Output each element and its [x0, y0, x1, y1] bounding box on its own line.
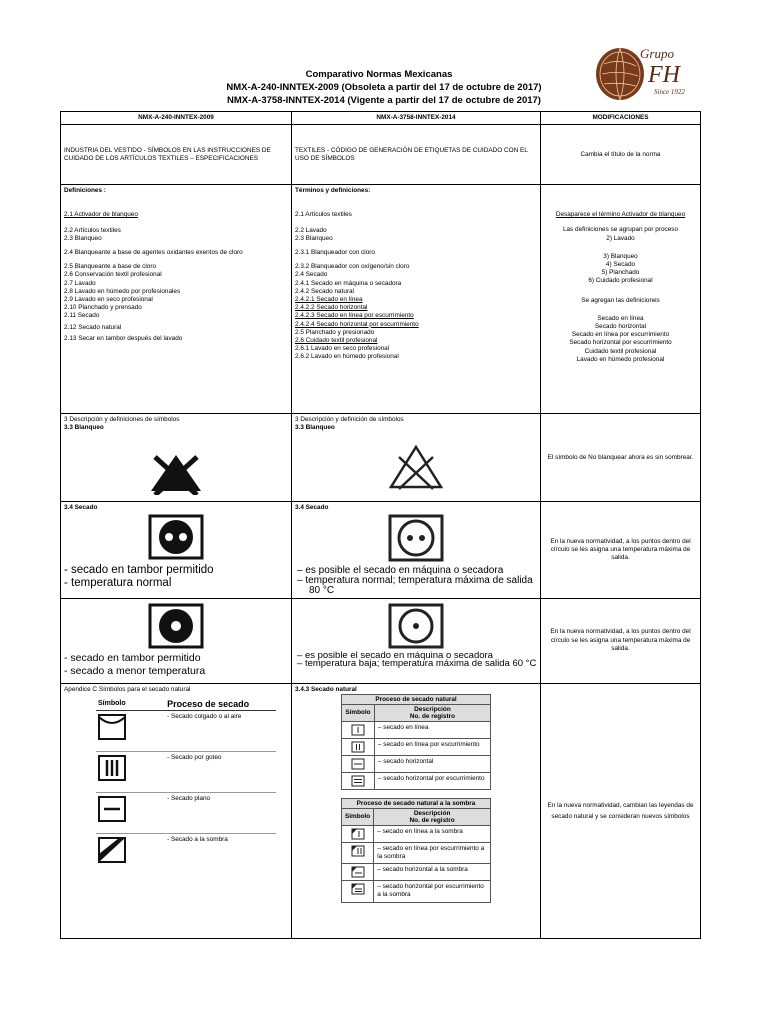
- old-symbols-heading: 3 Descripción y definiciones de símbolos: [64, 416, 180, 424]
- new-drying-heading: 3.4 Secado: [295, 504, 329, 512]
- natural-table-row: – secado en línea: [374, 721, 490, 738]
- natural-table-row-text: secado en línea por escurrimiento: [383, 740, 480, 748]
- column-header-modifications: MODIFICACIONES: [541, 112, 701, 125]
- natural-table-symbol-header: Símbolo: [342, 704, 375, 721]
- no-bleach-outline-icon: [387, 443, 445, 491]
- natural-drying-table: [341, 694, 491, 790]
- old-def-item: 2.7 Lavado: [64, 279, 96, 287]
- mod-item: 3) Blanqueo: [603, 252, 638, 260]
- new-definitions: [292, 185, 541, 414]
- shade-drying-table: [341, 798, 491, 903]
- new-tumble-normal: [292, 502, 541, 598]
- new-tumble-low-text1: – es posible el secado en máquina o secadora: [297, 649, 493, 661]
- new-tumble-low-text2-value: temperatura baja; temperatura máxima de salida 60 °C: [304, 658, 537, 670]
- tumble-normal-modification: En la nueva normatividad, a los puntos dentro del círculo se les asigna una temperatura máxima de salida.: [541, 502, 701, 598]
- shade-table-symbol-header: Símbolo: [342, 808, 374, 825]
- flat-drip-dry-icon: [351, 775, 365, 787]
- grupo-fh-logo: [594, 40, 704, 104]
- old-def-item: 2.4 Blanqueante a base de agentes oxidantes exentos de cloro: [64, 249, 243, 257]
- mod-item: Cuidado textil profesional: [584, 347, 657, 355]
- new-def-item: 2.4.2.4 Secado horizontal por escurrimiento: [295, 320, 419, 328]
- old-appendix-heading: Apendice C Símbolos para el secado natural: [64, 685, 191, 693]
- shade-table-row-text: secado horizontal por escurrimiento a la sombra: [377, 883, 484, 899]
- new-def-item: 2.1 Artículos textiles: [295, 211, 352, 219]
- old-def-item: 2.12 Secado natural: [64, 323, 122, 331]
- shade-table-row-text: secado horizontal a la sombra: [382, 866, 468, 874]
- new-def-item: 2.6 Cuidado textil profesional: [295, 337, 378, 345]
- old-natural-drying-table: [94, 698, 276, 874]
- natural-table-row: – secado horizontal por escurrimiento: [374, 772, 490, 789]
- title-modification: Cambia el título de la norma: [541, 125, 701, 185]
- row-natural-drying: [61, 683, 701, 938]
- new-def-item: 2.3 Blanqueo: [295, 234, 333, 242]
- row-tumble-dry-low: [61, 598, 701, 683]
- old-drying-row: - Secado por goteo: [167, 754, 222, 762]
- new-def-item: 2.4.2.1 Secado en línea: [295, 296, 363, 304]
- old-table-process-header: Proceso de secado: [167, 698, 250, 709]
- flat-dry-icon: [351, 758, 365, 770]
- flat-drip-dry-shade-icon: [351, 883, 365, 895]
- header-line-obsolete: NMX-A-240-INNTEX-2009 (Obsoleta a partir del 17 de octubre de 2017): [226, 82, 542, 93]
- no-bleach-filled-icon: [147, 451, 205, 495]
- old-drying-row: - Secado plano: [167, 795, 211, 803]
- new-tumble-low-text2: – temperatura baja; temperatura máxima de salida 60 °C: [297, 658, 537, 670]
- natural-drying-modification: En la nueva normatividad, cambian las leyendas de secado natural y se consideran nuevos símbolos: [541, 683, 701, 938]
- shade-table-desc-header: [374, 808, 491, 825]
- shade-table-row: – secado en línea a la sombra: [374, 825, 491, 842]
- old-drying-heading: 3.4 Secado: [64, 504, 98, 512]
- header-line-current: NMX-A-3758-INNTEX-2014 (Vigente a partir del 17 de octubre de 2017): [227, 95, 541, 106]
- new-tumble-normal-text1-value: es posible el secado en máquina o secadora: [305, 564, 504, 576]
- comparison-table: [60, 111, 701, 939]
- line-dry-icon: [97, 713, 127, 741]
- document-title: Comparativo Normas Mexicanas: [305, 69, 453, 80]
- new-def-item: 2.6.1 Lavado en seco profesional: [295, 345, 390, 353]
- new-tumble-low-text1-value: es posible el secado en máquina o secadora: [304, 649, 493, 661]
- new-natural-drying-heading: 3.4.3 Secado natural: [295, 685, 357, 693]
- tumble-dry-two-dots-icon: [388, 514, 444, 562]
- old-def-item: 2.10 Planchado y prensado: [64, 304, 142, 312]
- old-def-item: 2.8 Lavado en húmedo por profesionales: [64, 287, 181, 295]
- natural-table-row-text: secado horizontal por escurrimiento: [383, 774, 485, 782]
- natural-table-reg-header-label: No. de registro: [409, 712, 456, 720]
- natural-table-row-text: secado en línea: [383, 723, 429, 731]
- column-header-old: NMX-A-240-INNTEX-2009: [61, 112, 292, 125]
- new-tumble-normal-text2: – temperatura normal; temperatura máxima de salida 80 °C: [297, 574, 533, 596]
- drip-dry-icon: [97, 754, 127, 782]
- old-bleach-heading: 3.3 Blanqueo: [64, 424, 104, 432]
- old-drying-row: - Secado a la sombra: [167, 836, 228, 844]
- old-bleach: [61, 414, 292, 502]
- shade-table-row-text: secado en línea a la sombra: [382, 827, 463, 835]
- tumble-low-modification: En la nueva normatividad, a los puntos dentro del círculo se les asigna una temperatura máxima de salida.: [541, 598, 701, 683]
- new-symbols-heading: 3 Descripción y definición de símbolos: [295, 416, 404, 424]
- mod-item: Secado en línea: [597, 314, 644, 322]
- row-definitions: [61, 185, 701, 414]
- mod-item: Secado en línea por escurrimiento: [571, 331, 670, 339]
- natural-table-row: – secado en línea por escurrimiento: [374, 738, 490, 755]
- natural-drying-table-title: Proceso de secado natural: [342, 694, 491, 704]
- old-natural-drying: [61, 683, 292, 938]
- new-definitions-heading: Términos y definiciones:: [295, 187, 371, 195]
- new-def-item: 2.4 Secado: [295, 271, 328, 279]
- mod-item: 6) Cuidado profesional: [588, 277, 653, 285]
- line-dry-icon: [351, 724, 365, 736]
- new-natural-drying: [292, 683, 541, 938]
- mod-item: Secado horizontal: [594, 323, 647, 331]
- new-def-item: 2.3.1 Blanqueador con cloro: [295, 249, 375, 257]
- new-tumble-low: [292, 598, 541, 683]
- natural-table-desc-header: [374, 704, 490, 721]
- mod-item: Las definiciones se agrupan por proceso: [562, 226, 679, 234]
- old-tumble-low-text1: - secado en tambor permitido: [64, 651, 201, 664]
- tumble-dry-one-dot-icon: [388, 603, 444, 649]
- mod-item: 4) Secado: [605, 261, 636, 269]
- old-tumble-normal-text2: - temperatura normal: [64, 576, 172, 589]
- row-bleach: [61, 414, 701, 502]
- shade-table-desc-header-label: Descripción: [413, 809, 451, 817]
- natural-table-row: – secado horizontal: [374, 755, 490, 772]
- mod-item: Se agregan las definiciones: [581, 296, 660, 304]
- tumble-dry-two-dots-icon: [148, 514, 204, 560]
- row-tumble-dry-normal: [61, 502, 701, 598]
- old-def-item: 2.3 Blanqueo: [64, 234, 102, 242]
- new-def-item: 2.4.2.2 Secado horizontal: [295, 304, 368, 312]
- natural-table-desc-header-label: Descripción: [414, 705, 451, 713]
- old-table-symbol-header: Símbolo: [98, 699, 126, 707]
- old-tumble-normal-text1: - secado en tambor permitido: [64, 563, 214, 576]
- old-def-item: 2.6 Conservación textil profesional: [64, 271, 162, 279]
- old-tumble-normal: [61, 502, 292, 598]
- old-def-item: 2.5 Blanqueante a base de cloro: [64, 263, 157, 271]
- new-def-item: 2.4.1 Secado en máquina o secadora: [295, 279, 402, 287]
- shade-drying-table-title: Proceso de secado natural a la sombra: [342, 798, 491, 808]
- shade-table-row: – secado horizontal a la sombra: [374, 864, 491, 881]
- new-bleach: [292, 414, 541, 502]
- old-tumble-low-text2: - secado a menor temperatura: [64, 664, 206, 677]
- old-def-item: 2.9 Lavado en seco profesional: [64, 296, 153, 304]
- old-def-item: 2.2 Artículos textiles: [64, 226, 121, 234]
- mod-item: Desaparece el término Activador de blanqueo: [555, 211, 686, 219]
- column-header-new: NMX-A-3758-INNTEX-2014: [292, 112, 541, 125]
- shade-table-row: – secado en línea por escurrimiento a la sombra: [374, 842, 491, 863]
- flat-dry-icon: [97, 795, 127, 823]
- shade-table-reg-header-label: No. de registro: [409, 816, 455, 824]
- bleach-modification: El símbolo de No blanquear ahora es sin sombrear.: [541, 414, 701, 502]
- new-def-item: 2.5 Planchado y presionado: [295, 328, 375, 336]
- line-dry-shade-icon: [351, 828, 365, 840]
- old-standard-title: INDUSTRIA DEL VESTIDO - SÍMBOLOS EN LAS INSTRUCCIONES DE CUIDADO DE LOS ARTÍCULOS TEXTILES – ESPECIFICACIONES: [61, 125, 292, 185]
- mod-item: Secado horizontal por escurrimiento: [569, 339, 672, 347]
- svg-text:Since 1922: Since 1922: [654, 88, 685, 96]
- row-title: [61, 125, 701, 185]
- mod-item: 2) Lavado: [606, 234, 635, 242]
- line-drip-dry-shade-icon: [351, 845, 365, 857]
- old-drying-row: - Secado colgado o al aire: [167, 713, 242, 721]
- line-drip-dry-icon: [351, 741, 365, 753]
- svg-text:FH: FH: [648, 62, 680, 88]
- new-tumble-normal-text2-value: temperatura normal; temperatura máxima de salida 80 °C: [305, 574, 533, 596]
- old-tumble-low: [61, 598, 292, 683]
- new-def-item: 2.2 Lavado: [295, 226, 327, 234]
- new-standard-title: TEXTILES - CÓDIGO DE GENERACIÓN DE ETIQUETAS DE CUIDADO CON EL USO DE SÍMBOLOS: [292, 125, 541, 185]
- new-def-item: 2.4.2 Secado natural: [295, 287, 354, 295]
- definitions-modifications: [541, 185, 701, 414]
- old-definitions: [61, 185, 292, 414]
- tumble-dry-one-dot-icon: [148, 603, 204, 649]
- flat-dry-shade-icon: [351, 866, 365, 878]
- new-def-item: 2.6.2 Lavado en húmedo profesional: [295, 353, 399, 361]
- shade-dry-icon: [97, 836, 127, 864]
- mod-item: Lavado en húmedo profesional: [576, 355, 665, 363]
- old-def-item: 2.1 Activador de blanqueo: [64, 211, 138, 219]
- new-tumble-normal-text1: – es posible el secado en máquina o secadora: [297, 564, 504, 576]
- old-definitions-heading: Definiciones :: [64, 187, 106, 195]
- shade-table-row-text: secado en línea por escurrimiento a la sombra: [377, 844, 485, 861]
- new-def-item: 2.4.2.3 Secado en línea por escurrimiento: [295, 312, 414, 320]
- old-def-item: 2.11 Secado: [64, 312, 100, 320]
- natural-table-row-text: secado horizontal: [383, 757, 434, 765]
- svg-text:Grupo: Grupo: [640, 46, 674, 61]
- new-bleach-heading: 3.3 Blanqueo: [295, 424, 335, 432]
- mod-item: 5) Planchado: [601, 269, 640, 277]
- new-def-item: 2.3.2 Blanqueador con oxígeno/sin cloro: [295, 263, 410, 271]
- column-header-row: [61, 112, 701, 125]
- old-def-item: 2.13 Secar en tambor después del lavado: [64, 334, 183, 342]
- shade-table-row: – secado horizontal por escurrimiento a la sombra: [374, 881, 491, 902]
